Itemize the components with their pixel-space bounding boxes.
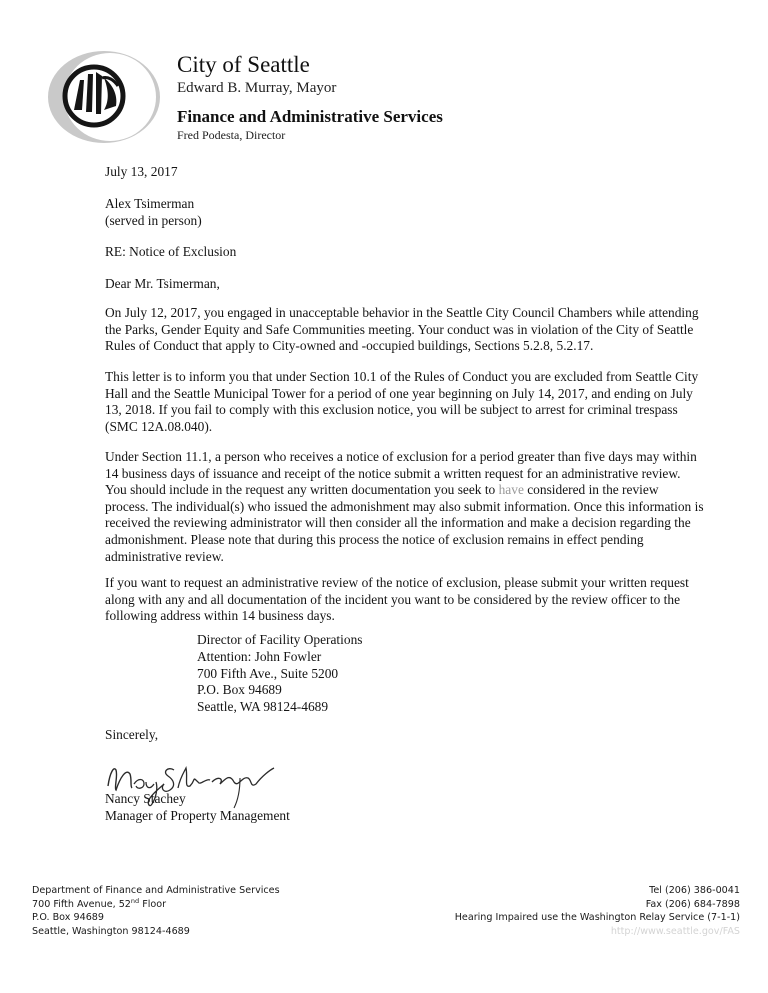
footer-street: 700 Fifth Avenue, 52nd Floor	[32, 896, 167, 910]
address-line-2: Attention: John Fowler	[197, 648, 322, 664]
paragraph-2: This letter is to inform you that under Section 10.1 of the Rules of Conduct you are excluded from Seattle City Hall and the Seattle Municipal Tower for a period of one year beginning on July 14, 2017, and ending on July 13, 2018. If you fail to comply with this exclusion notice, you will be subject to arrest for criminal trespass (SMC 12A.08.040).	[105, 369, 699, 434]
footer-relay: Hearing Impaired use the Washington Relay Service (7-1-1)	[454, 912, 740, 923]
letter-date: July 13, 2017	[105, 164, 178, 179]
footer-address	[32, 884, 280, 938]
letterhead-city: City of Seattle	[177, 52, 310, 77]
closing: Sincerely,	[105, 727, 159, 742]
paragraph-4: If you want to request an administrative review of the notice of exclusion, please submit your written request along with any and all documentation of the incident you want to be considered by the review officer to the following address within 14 business days.	[105, 575, 689, 624]
footer-fax: Fax (206) 684-7898	[645, 898, 740, 910]
address-line-1: Director of Facility Operations	[197, 632, 363, 647]
footer-tel: Tel (206) 386-0041	[649, 885, 740, 896]
salutation: Dear Mr. Tsimerman,	[105, 276, 220, 291]
footer-contact	[455, 884, 740, 938]
re-line: RE: Notice of Exclusion	[105, 244, 237, 259]
footer-dept: Department of Finance and Administrative Services	[32, 885, 280, 896]
paragraph-3-faint-word: have	[498, 482, 524, 498]
signer-name: Nancy Stachey	[105, 791, 186, 806]
address-line-3: 700 Fifth Ave., Suite 5200	[197, 665, 339, 681]
paragraph-3	[105, 449, 705, 565]
recipient-name: Alex Tsimerman	[105, 196, 195, 211]
address-line-4: P.O. Box 94689	[197, 682, 282, 698]
city-seal-logo	[46, 48, 172, 146]
address-line-5: Seattle, WA 98124-4689	[197, 699, 329, 715]
letterhead-director: Fred Podesta, Director	[177, 128, 286, 142]
signer-title: Manager of Property Management	[105, 808, 290, 823]
letterhead-department: Finance and Administrative Services	[177, 107, 443, 126]
paragraph-1: On July 12, 2017, you engaged in unacceptable behavior in the Seattle City Council Chambers while attending the Parks, Gender Equity and Safe Communities meeting. Your conduct was in violation of the City of Seattle Rules of Conduct that apply to City-owned and -occupied buildings, Sections 5.2.8, 5.2.17.	[105, 305, 699, 354]
paragraph-3-end: considered in the review process. The individual(s) who issued the admonishment may also submit information. Once this information is received the reviewing administrator will then consider all the information and make a decision regarding the admonishment. Please note that during this process the notice of exclusion remains in effect pending administrative review.	[105, 482, 704, 564]
footer-url: http://www.seattle.gov/FAS	[610, 925, 740, 937]
recipient-note: (served in person)	[105, 213, 202, 228]
footer-city-zip: Seattle, Washington 98124-4689	[32, 925, 190, 937]
letterhead-mayor: Edward B. Murray, Mayor	[177, 80, 337, 96]
mailing-address	[197, 632, 362, 716]
footer-pobox: P.O. Box 94689	[32, 912, 105, 923]
paragraph-3-start: Under Section 11.1, a person who receives a notice of exclusion for a period greater than five days may within 14 business days of issuance and receipt of the notice submit a written request for an administrative review. You should include in the request any written documentation you seek to	[105, 449, 697, 498]
